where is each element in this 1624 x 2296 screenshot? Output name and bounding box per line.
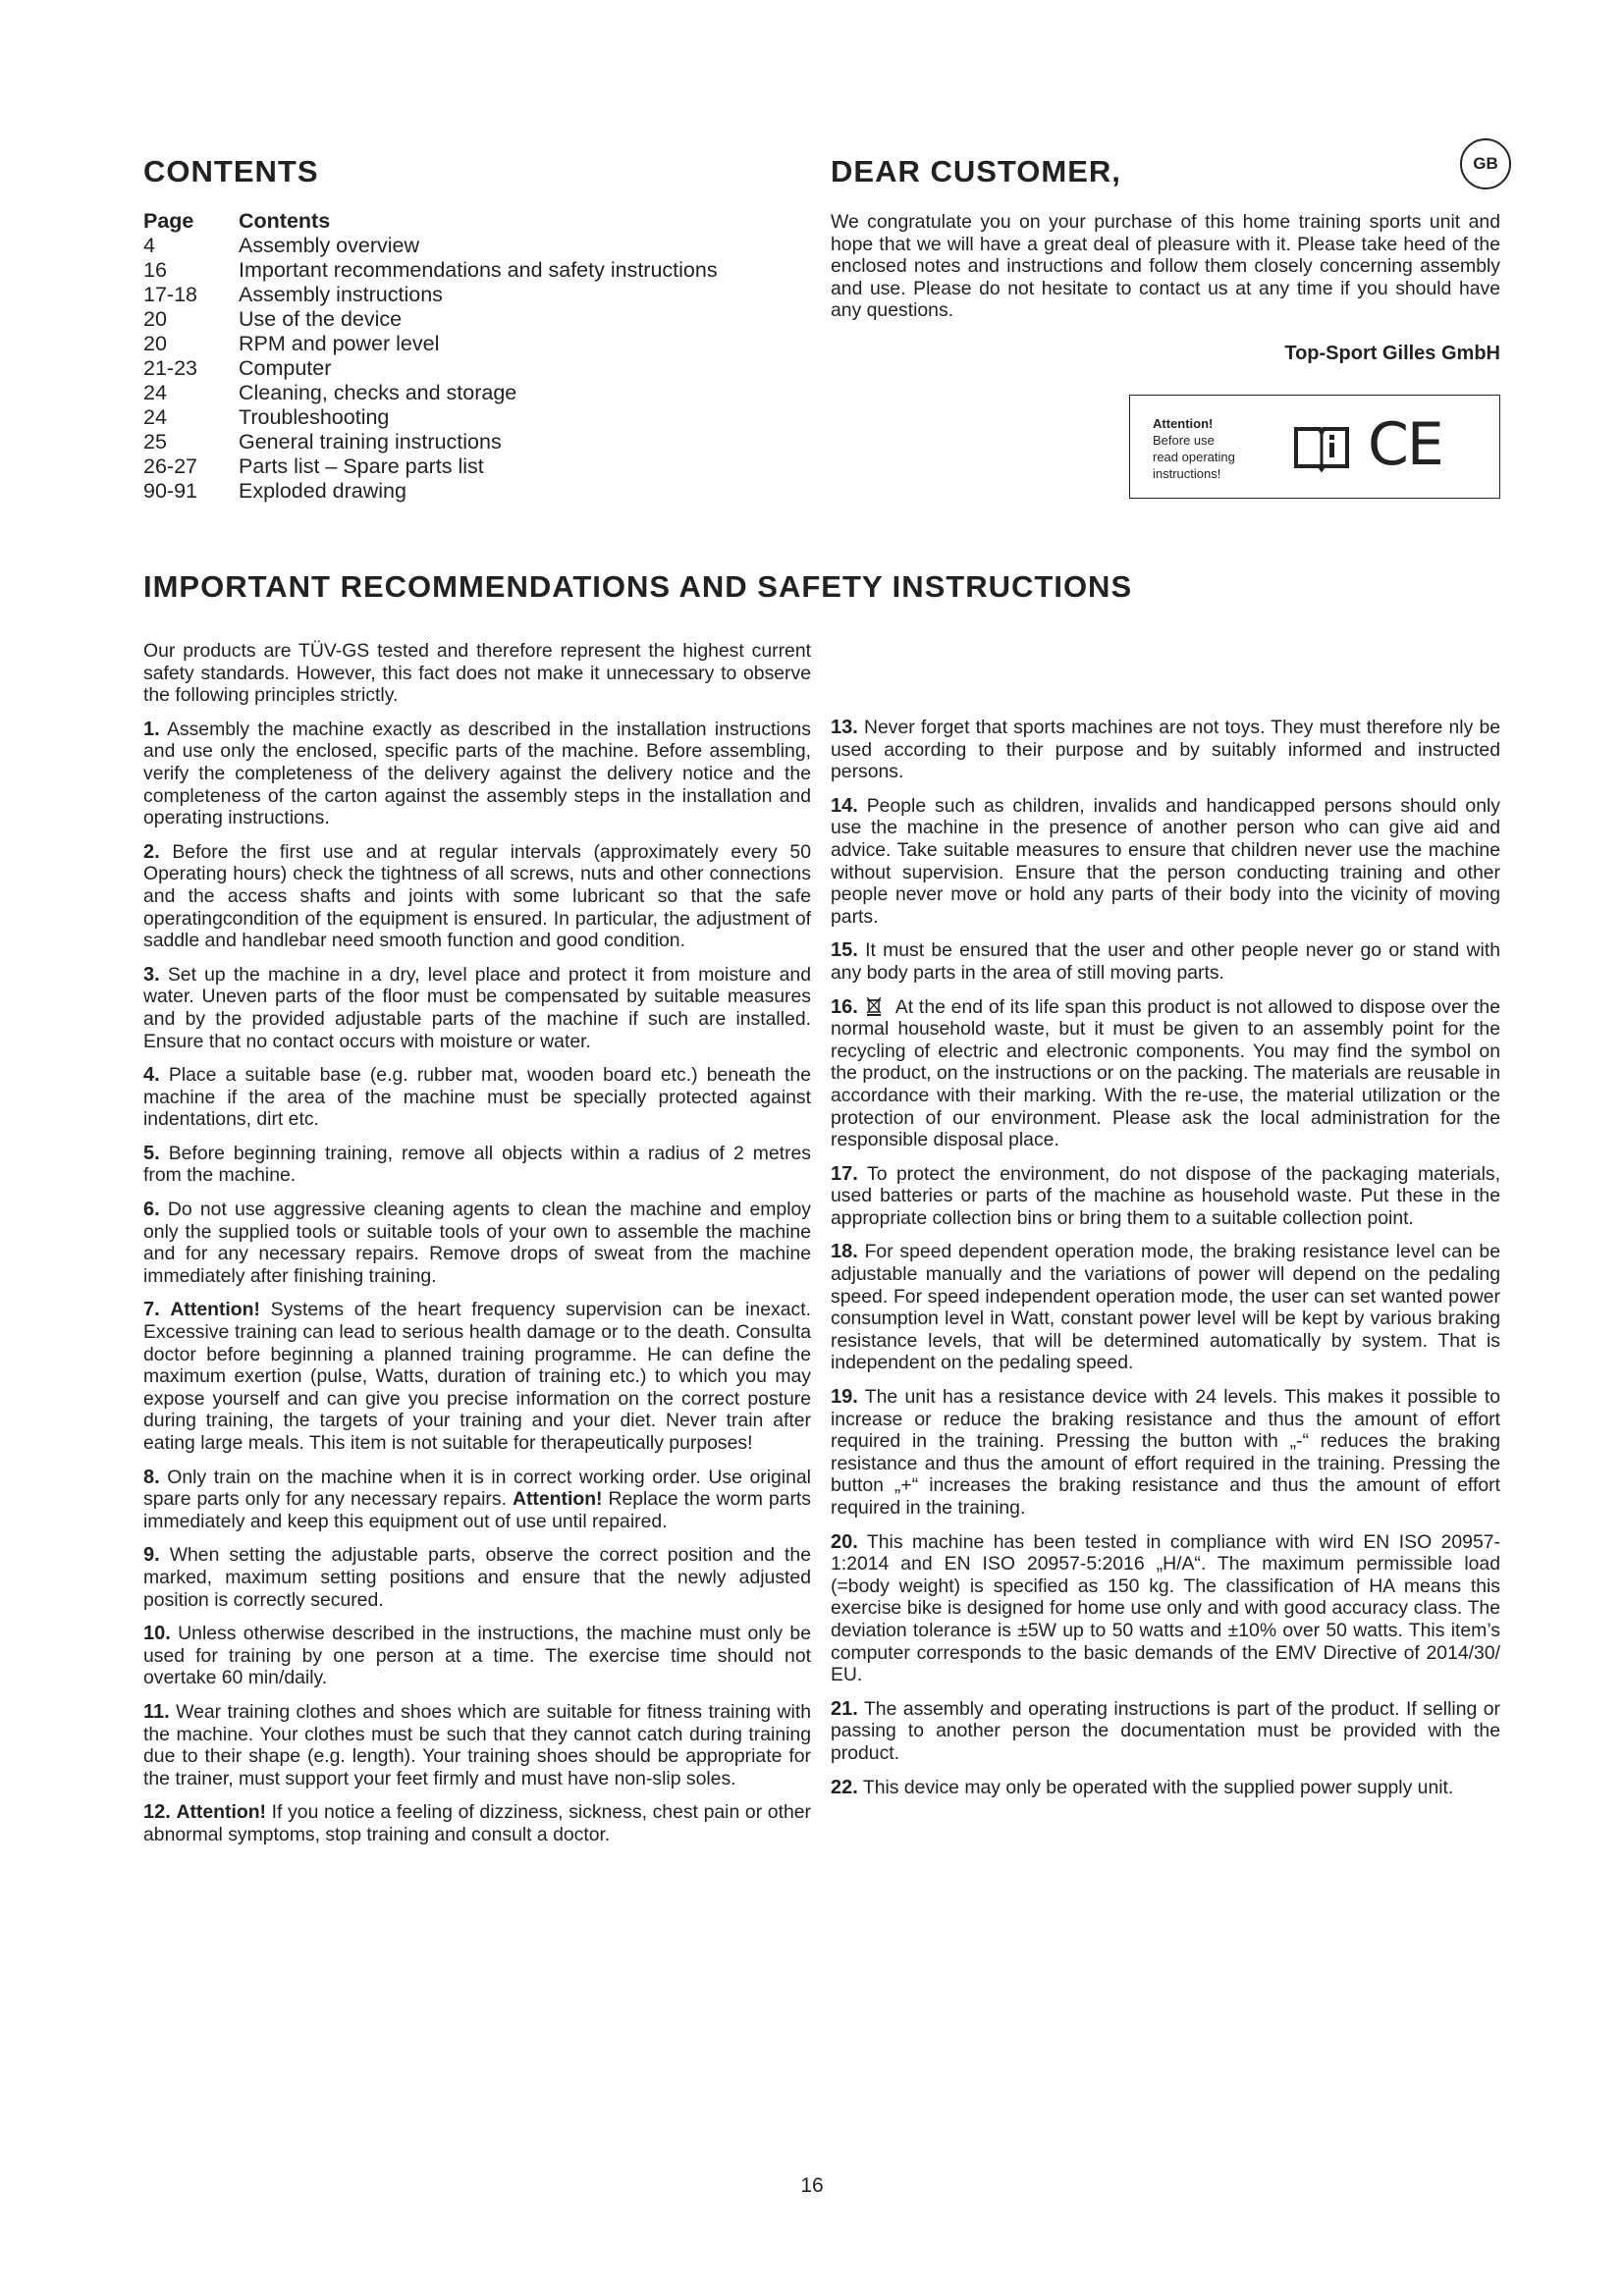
safety-item-1: 1. Assembly the machine exactly as described in the installation instructions and use only the enclosed, specific parts of the machine. Before assembling, verify the completeness of the delivery against the delivery notice and the completeness of the carton against the assembly steps in the installation and operating instructions. xyxy=(143,718,811,829)
safety-item-6: 6. Do not use aggressive cleaning agents to clean the machine and employ only the supplied tools or suitable tools of your own to assemble the machine and for any necessary repairs. Remove drops of sweat from the machine immediately after finishing training. xyxy=(143,1199,811,1287)
notice-text xyxy=(1153,415,1235,482)
customer-text: We congratulate you on your purchase of this home training sports unit and hope that we will have a great deal of pleasure with it. Please take heed of the enclosed notes and instructions and follow them closely concerning assembly and use. Please do not hesitate to contact us at any time if you should have any questions. xyxy=(831,211,1500,322)
toc-row xyxy=(143,332,718,356)
language-badge: GB xyxy=(1460,138,1511,189)
toc-label: Exploded drawing xyxy=(239,479,406,503)
toc-page: 26-27 xyxy=(143,454,197,478)
safety-item-16: 16. At the end of its life span this product is not allowed to dispose over the normal household waste, but it must be given to an assembly point for the recycling of electric and electronic components. You may find the symbol on the product, on the instructions or on the packing. The materials are reusable in accordance with their marking. With the re-use, the material utilization or the protection of our environment. Please ask the local administration for the responsible disposal place. xyxy=(831,995,1500,1151)
toc-row xyxy=(143,307,718,332)
toc-page: 24 xyxy=(143,381,167,404)
toc-label: General training instructions xyxy=(239,430,502,454)
safety-right-column xyxy=(831,717,1500,1810)
toc-header-contents: Contents xyxy=(239,209,331,233)
toc-row xyxy=(143,430,718,454)
toc-row xyxy=(143,356,718,381)
toc-label: Assembly overview xyxy=(239,234,419,257)
toc-label: Computer xyxy=(239,356,332,380)
safety-item-21: 21. The assembly and operating instructions is part of the product. If selling or passing to another person the documentation must be provided with the product. xyxy=(831,1697,1500,1764)
toc-row xyxy=(143,234,718,258)
toc-page: 20 xyxy=(143,307,167,331)
contents-table xyxy=(143,209,718,504)
notice-line-1: Attention! xyxy=(1153,416,1214,431)
safety-title: IMPORTANT RECOMMENDATIONS AND SAFETY INSTRUCTIONS xyxy=(143,569,1133,604)
toc-row xyxy=(143,479,718,504)
toc-label: Important recommendations and safety instructions xyxy=(239,258,718,282)
safety-intro: Our products are TÜV-GS tested and therefore represent the highest current safety standards. However, this fact does not make it unnecessary to observe the following principles strictly. xyxy=(143,640,811,707)
safety-item-19: 19. The unit has a resistance device with 24 levels. This makes it possible to increase or reduce the braking resistance and thus the amount of effort required in the training. Pressing the button with „-“ reduces the braking resistance and thus the amount of effort required in the training. Pressing the button „+“ increases the braking resistance and thus the amount of effort required in the training. xyxy=(831,1386,1500,1519)
toc-label: Parts list – Spare parts list xyxy=(239,454,484,478)
safety-item-10: 10. Unless otherwise described in the instructions, the machine must only be used for training by one person at a time. The exercise time should not overtake 60 min/daily. xyxy=(143,1623,811,1689)
toc-page: 21-23 xyxy=(143,356,197,380)
safety-left-column xyxy=(143,640,811,1858)
contents-title: CONTENTS xyxy=(143,154,319,188)
toc-row xyxy=(143,283,718,307)
safety-item-2: 2. Before the first use and at regular intervals (approximately every 50 Operating hours) check the tightness of all screws, nuts and other connections and the access shafts and joints with some lubricant so that the safe operatingcondition of the equipment is ensured. In particular, the adjustment of saddle and handlebar need smooth function and good condition. xyxy=(143,840,811,952)
notice-line-3: read operating xyxy=(1153,450,1235,464)
toc-page: 90-91 xyxy=(143,479,197,503)
safety-item-20: 20. This machine has been tested in compliance with wird EN ISO 20957-1:2014 and EN ISO 20957-5:2016 „H/A“. The maximum permissible load (=body weight) is specified as 150 kg. The classification of HA means this exercise bike is designed for home use only and with good accuracy class. The deviation tolerance is ±5W up to 50 watts and ±10% over 50 watts. This item’s computer corresponds to the basic demands of the EMV Directive of 2014/30/ EU. xyxy=(831,1530,1500,1686)
safety-item-17: 17. To protect the environment, do not dispose of the packaging materials, used batteries or parts of the machine as household waste. Put these in the appropriate collection bins or bring them to a suitable collection point. xyxy=(831,1162,1500,1229)
ce-mark: CE xyxy=(1368,410,1442,479)
toc-row xyxy=(143,405,718,430)
safety-item-3: 3. Set up the machine in a dry, level place and protect it from moisture and water. Uneven parts of the floor must be compensated by suitable measures and by the provided adjustable parts of the machine if such are installed. Ensure that no contact occurs with moisture or water. xyxy=(143,963,811,1052)
safety-item-4: 4. Place a suitable base (e.g. rubber mat, wooden board etc.) beneath the machine if the area of the machine must be specially protected against indentations, dirt etc. xyxy=(143,1064,812,1131)
toc-label: Use of the device xyxy=(239,307,403,331)
toc-page: 16 xyxy=(143,258,167,282)
toc-page: 20 xyxy=(143,332,167,355)
manual-info-icon xyxy=(1293,423,1350,472)
safety-item-11: 11. Wear training clothes and shoes which are suitable for fitness training with the machine. Your clothes must be such that they cannot catch during training due to their shape (e.g. length). Your training shoes should be appropriate for the trainer, must support your feet firmly and must have non-slip soles. xyxy=(143,1700,811,1789)
customer-title: DEAR CUSTOMER, xyxy=(831,154,1121,188)
safety-item-9: 9. When setting the adjustable parts, observe the correct position and the marked, maximum setting positions and ensure that the newly adjusted position is correctly secured. xyxy=(143,1544,811,1611)
safety-item-18: 18. For speed dependent operation mode, the braking resistance level can be adjustable manually and the variations of power will depend on the pedaling speed. For speed independent operation mode, the user can set wanted power consumption level in Watt, constant power level will be kept by various braking resistance levels, that will be determined automatically by system. That is independent on the pedaling speed. xyxy=(831,1241,1500,1374)
toc-row xyxy=(143,381,718,405)
toc-page: 25 xyxy=(143,430,167,454)
toc-label: RPM and power level xyxy=(239,332,440,355)
safety-item-14: 14. People such as children, invalids and handicapped persons should only use the machine in the presence of another person who can give aid and advice. Take suitable measures to ensure that children never use the machine without supervision. Ensure that the person conducting training and other people never move or hold any parts of their body into the vicinity of moving parts. xyxy=(831,794,1501,928)
attention-notice-box xyxy=(1129,395,1500,499)
toc-row xyxy=(143,454,718,479)
safety-item-22: 22. This device may only be operated with the supplied power supply unit. xyxy=(831,1776,1454,1798)
notice-line-2: Before use xyxy=(1153,433,1215,448)
notice-line-4: instructions! xyxy=(1153,466,1221,481)
toc-row xyxy=(143,258,718,283)
toc-page: 17-18 xyxy=(143,283,197,306)
company-name: Top-Sport Gilles GmbH xyxy=(1284,343,1500,364)
toc-page: 24 xyxy=(143,405,167,429)
page-number: 16 xyxy=(800,2174,824,2197)
toc-label: Cleaning, checks and storage xyxy=(239,381,517,404)
toc-header-page: Page xyxy=(143,209,194,233)
toc-page: 4 xyxy=(143,234,155,257)
safety-item-8: 8. Only train on the machine when it is in correct working order. Use original spare parts only for any necessary repairs. Attention! Replace the worm parts immediately and keep this equipment out of use until repaired. xyxy=(143,1466,812,1532)
safety-item-13: 13. Never forget that sports machines are not toys. They must therefore nly be used according to their purpose and by suitably informed and instructed persons. xyxy=(831,717,1501,783)
safety-item-5: 5. Before beginning training, remove all objects within a radius of 2 metres from the machine. xyxy=(143,1142,812,1187)
safety-item-7: 7. Attention! Systems of the heart frequency supervision can be inexact. Excessive training can lead to serious health damage or to the death. Consulta doctor before beginning a planned training programme. He can define the maximum exertion (pulse, Watts, duration of training etc.) to which you may expose yourself and can give you precise information on the correct posture during training, the targets of your training and your diet. Never train after eating large meals. This item is not suitable for therapeutically purposes! xyxy=(143,1299,811,1454)
safety-item-15: 15. It must be ensured that the user and other people never go or stand with any body parts in the area of still moving parts. xyxy=(831,939,1500,984)
toc-label: Assembly instructions xyxy=(239,283,443,306)
safety-item-12: 12. Attention! If you notice a feeling of dizziness, sickness, chest pain or other abnormal symptoms, stop training and consult a doctor. xyxy=(143,1801,811,1845)
crossed-bin-icon xyxy=(866,996,882,1016)
toc-label: Troubleshooting xyxy=(239,405,390,429)
